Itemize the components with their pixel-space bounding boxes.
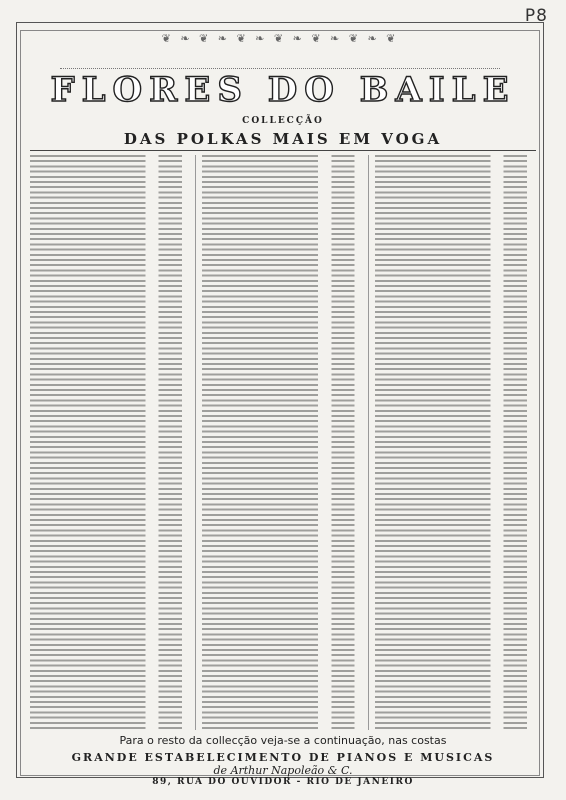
catalog-column-3 [375, 155, 540, 730]
catalog-column-1 [30, 155, 196, 730]
illegible-entries [202, 155, 367, 730]
title-divider [30, 150, 536, 151]
main-title: FLORES DO BAILE [50, 70, 516, 110]
page-reference: P8 [524, 6, 548, 26]
collection-label: COLLECÇÃO [242, 116, 324, 126]
publisher-name: de Arthur Napoleão & C. [213, 764, 353, 777]
catalog-column-2 [202, 155, 368, 730]
ornament-border [60, 28, 500, 69]
continuation-note: Para o resto da collecção veja-se a continuação, nas costas [119, 734, 447, 747]
catalog-listing [30, 155, 540, 730]
illegible-entries [30, 155, 195, 730]
publisher-line: GRANDE ESTABELECIMENTO DE PIANOS E MUSICAS [71, 751, 495, 764]
publisher-address: 89, RUA DO OUVIDOR - RIO DE JANEIRO [152, 777, 414, 787]
illegible-entries [375, 155, 540, 730]
subtitle: DAS POLKAS MAIS EM VOGA [123, 130, 443, 148]
